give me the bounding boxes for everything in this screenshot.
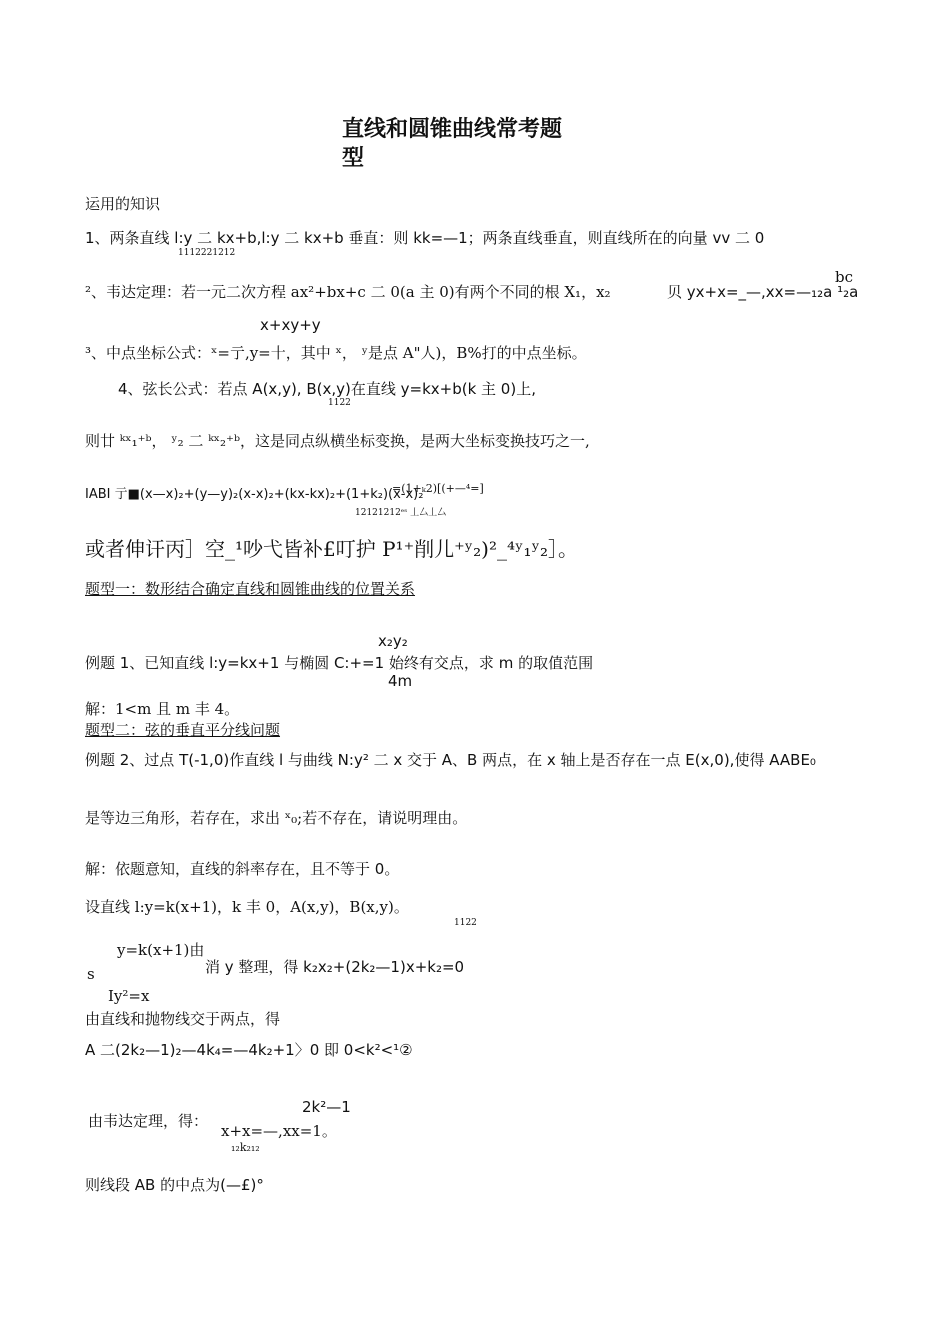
example-2: 例题 2、过点 T(-1,0)作直线 l 与曲线 N:y² 二 x 交于 A、B 两点，在 x 轴上是否存在一点 E(x,0),使得 AABE₀ [85,751,816,769]
knowledge-2: ²、韦达定理：若一元二次方程 ax²+bx+c 二 0(a 主 0)有两个不同的根 X₁，x₂ [85,283,611,301]
knowledge-3: ³、中点坐标公式：ˣ=亍,y=十，其中 ˣ， ʸ是点 A"人)，B%打的中点坐标。 [85,344,587,362]
chord-length-subscripts: 12121212ᵉˢ 丄厶丄厶 [355,508,447,518]
system-result: 消 y 整理，得 k₂x₂+(2k₂—1)x+k₂=0 [205,958,465,976]
system-equation-1: y=k(x+1)由 [117,941,205,959]
intersection-condition: 由直线和抛物线交于两点，得 [85,1010,281,1028]
vieta-numerator: 2k²—1 [302,1098,351,1116]
chord-length-formula: IABI 亍■(x—x)₂+(y—y)₂(x-x)₂+(kx-kx)₂+(1+k₂)(x-x)₂ [85,487,424,502]
solution-2-subscripts: 1122 [454,918,477,928]
page-title-continued: 型 [342,146,365,171]
solution-2-intro: 解：依题意知，直线的斜率存在，且不等于 0。 [85,860,400,878]
vieta-label: 由韦达定理，得： [88,1112,209,1130]
knowledge-4: 4、弦长公式：若点 A(x,y), B(x,y)在直线 y=kx+b(k 主 0)上, [118,380,536,398]
example-2-continued: 是等边三角形，若存在，求出 ˣ₀;若不存在，请说明理由。 [85,809,468,827]
knowledge-4-transform: 则廿 ᵏˣ₁⁺ᵇ， ʸ₂ 二 ᵏˣ₂⁺ᵇ，这是同点纵横坐标变换，是两大坐标变换技巧之一, [85,432,590,450]
knowledge-3-formula: x+xy+y [260,316,321,334]
example-1-denominator: 4m [388,672,413,690]
section-heading-type-1: 题型一：数形结合确定直线和圆锥曲线的位置关系 [85,580,416,598]
discriminant: A 二(2k₂—1)₂—4k₄=—4k₂+1〉0 即 0<k²<¹② [85,1041,413,1059]
chord-length-formula-tail: =(1+ₖ2)[(+—⁴=] [392,482,484,495]
system-brace: s [87,965,95,983]
example-1-numerator: x₂y₂ [378,632,408,650]
knowledge-1-subscripts: 1112221212 [178,248,236,258]
system-equation-2: Iy²=x [108,987,150,1005]
knowledge-2-bc: bc [835,268,854,286]
solution-1: 解：1<m 且 m 丰 4。 [85,700,240,718]
vieta-equation: x+x=—,xx=1。 [221,1122,337,1140]
vieta-subscripts: ₁₂k₂₁₂ [231,1141,260,1154]
intro-heading: 运用的知识 [85,195,161,213]
example-1: 例题 1、已知直线 l:y=kx+1 与椭圆 C:+=1 始终有交点，求 m 的取值范围 [85,654,594,672]
chord-length-alternative: 或者伸讦丙］空_¹吵弋皆补£叮护 P¹⁺削儿⁺ʸ₂)²_⁴ʸ₁ʸ₂］。 [85,537,578,561]
midpoint: 则线段 AB 的中点为(—£)° [85,1176,264,1194]
page-title: 直线和圆锥曲线常考题 [342,117,563,142]
solution-2-line-setup: 设直线 l:y=k(x+1)，k 丰 0，A(x,y)，B(x,y)。 [85,898,409,916]
knowledge-4-subscripts: 1122 [328,398,351,408]
knowledge-1: 1、两条直线 l:y 二 kx+b,l:y 二 kx+b 垂直：则 kk=—1；两条直线垂直，则直线所在的向量 vv 二 0 [85,229,765,247]
knowledge-2-result: 贝 yx+x=_—,xx=—₁₂a ¹₂a [667,283,859,301]
section-heading-type-2: 题型二：弦的垂直平分线问题 [85,721,281,739]
